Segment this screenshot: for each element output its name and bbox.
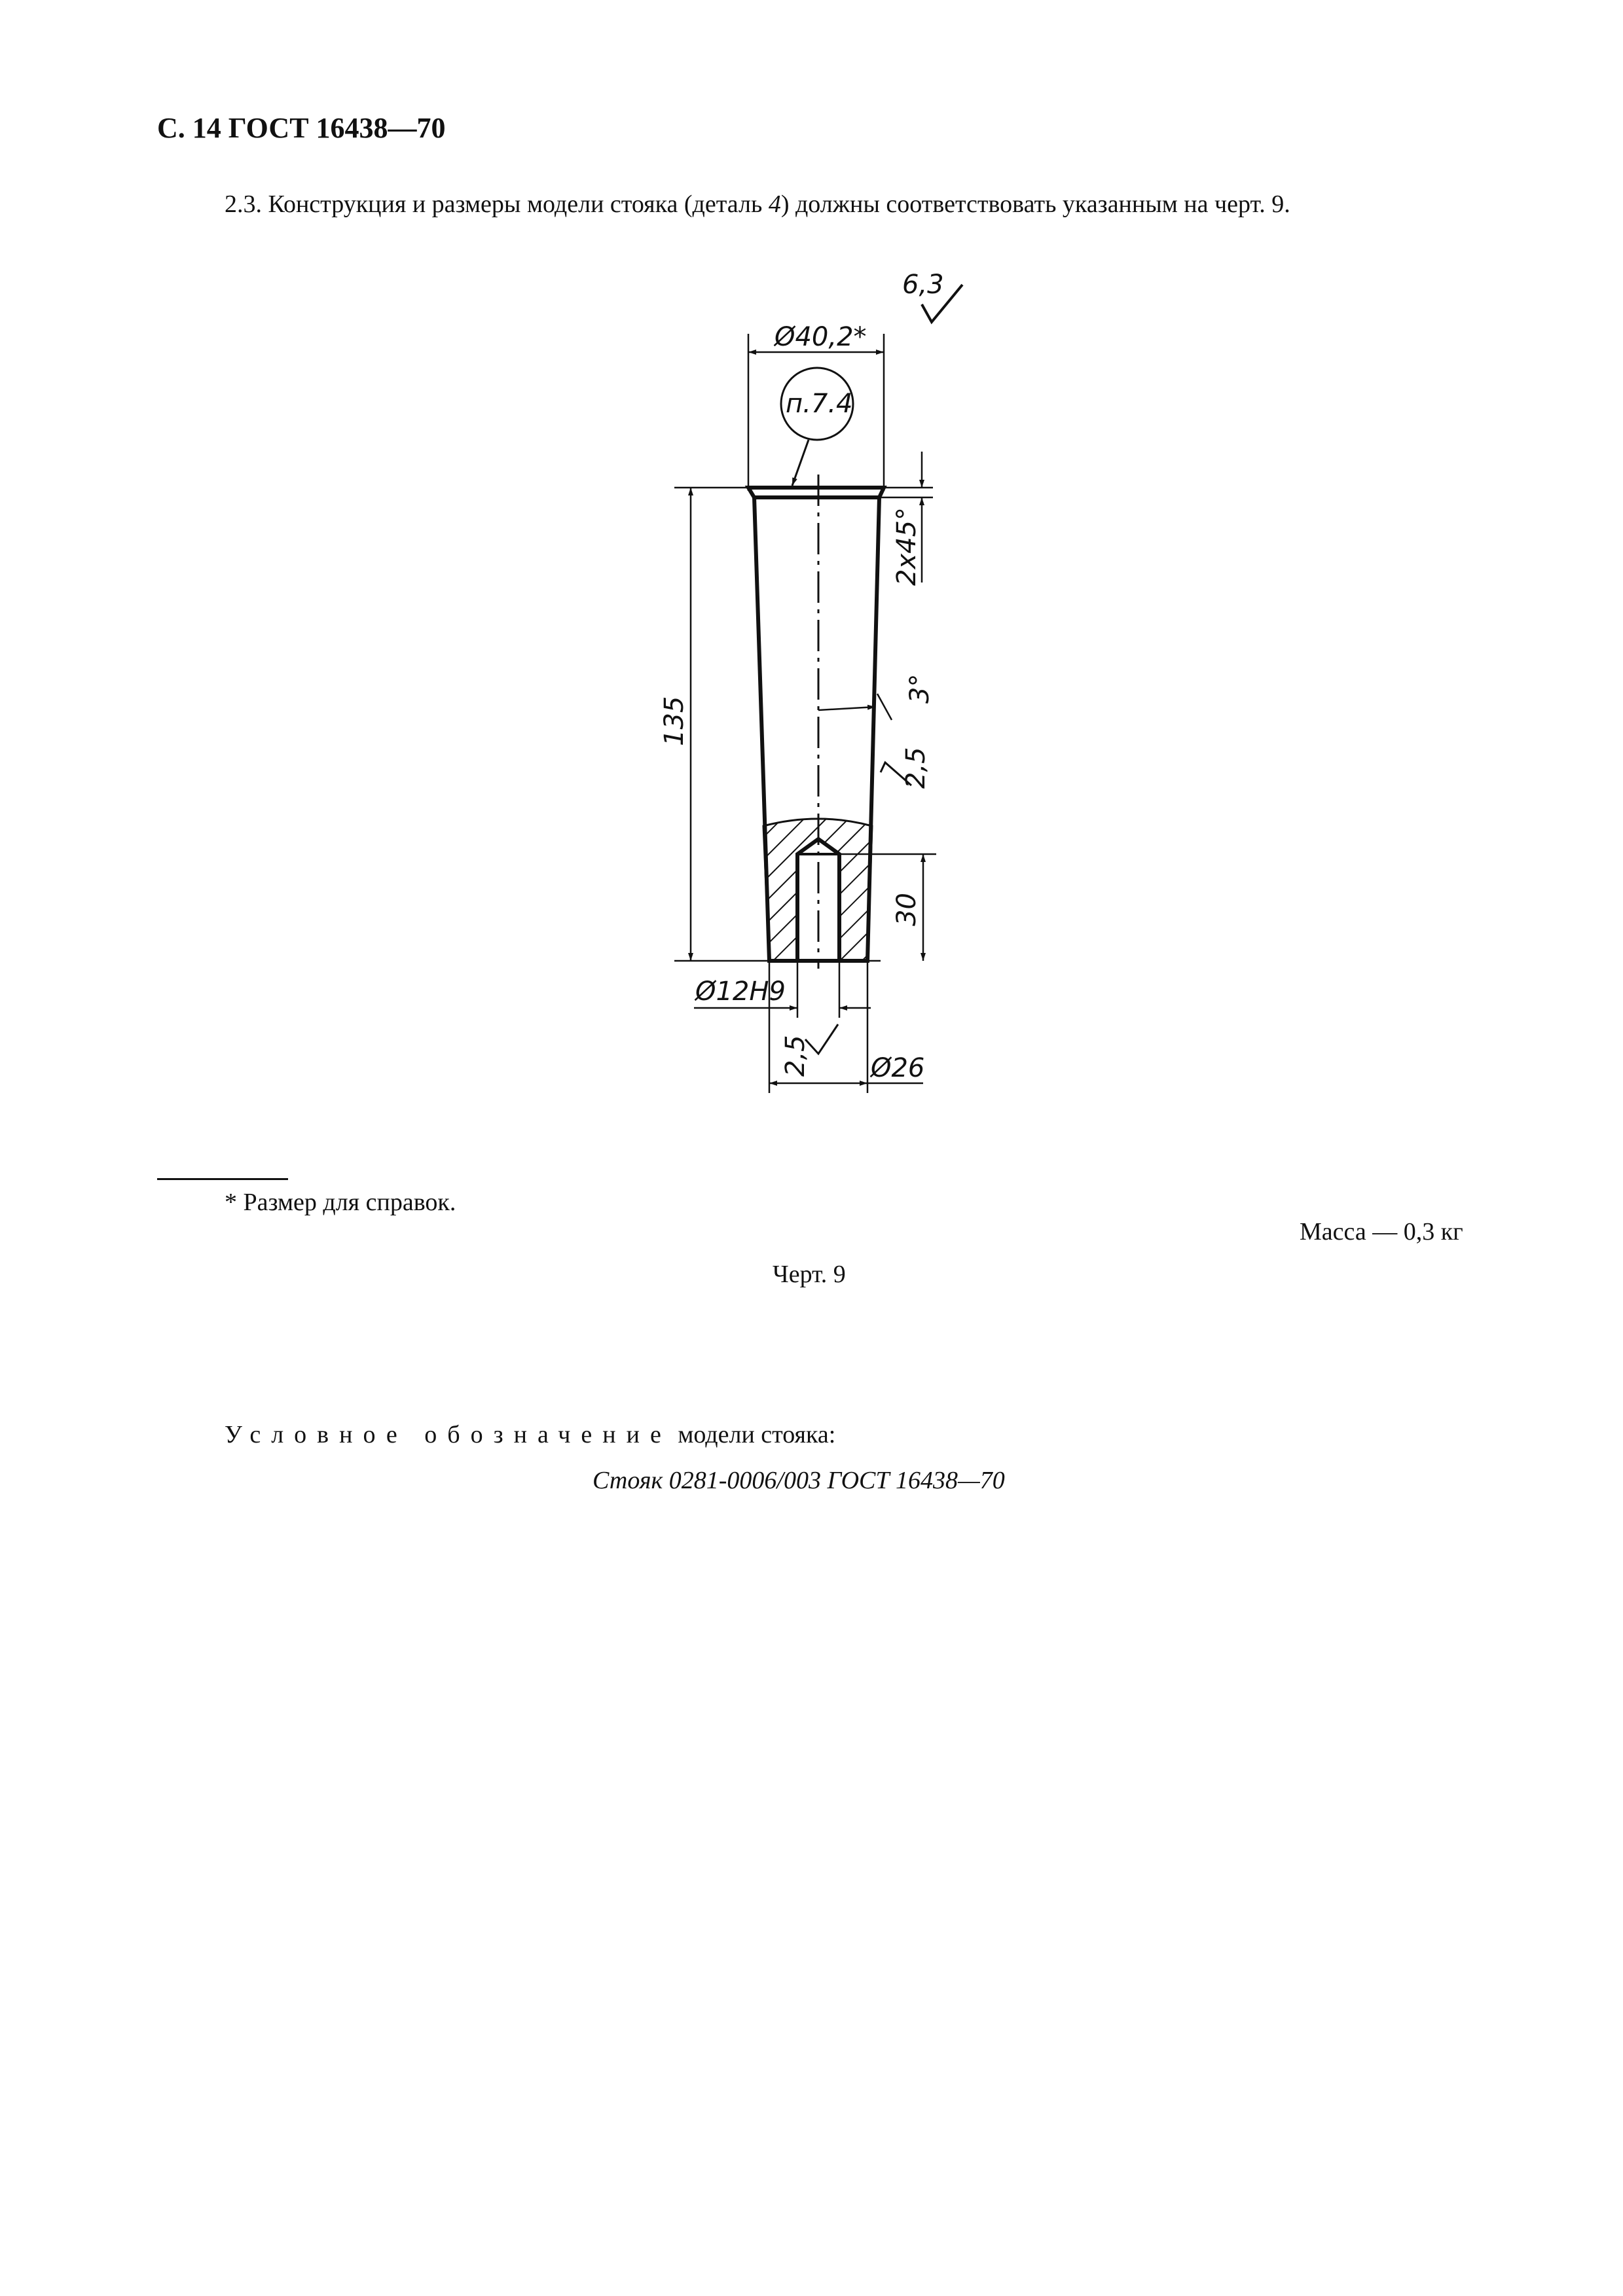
mass-label: Масса — 0,3 кг — [1300, 1218, 1463, 1246]
paragraph-part-number: 4 — [768, 190, 781, 218]
chamfer-label: 2x45° — [892, 507, 922, 586]
part-body — [748, 475, 884, 969]
dimension-taper-angle — [818, 674, 935, 720]
roughness-hole-label: 2,5 — [780, 1035, 811, 1077]
hole-diameter-label: Ø12H9 — [695, 977, 786, 1007]
roughness-symbol-hole — [780, 1024, 838, 1077]
dimension-chamfer — [879, 452, 933, 586]
page-header: С. 14 ГОСТ 16438—70 — [157, 112, 446, 144]
designation-rest-text: модели стояка: — [678, 1421, 836, 1448]
designation-heading — [225, 1420, 835, 1449]
roughness-side-label: 2,5 — [901, 747, 931, 789]
dimension-height — [659, 488, 691, 961]
height-label: 135 — [659, 696, 689, 746]
hole-depth-label: 30 — [892, 893, 922, 926]
drawing-caption: Черт. 9 — [773, 1261, 846, 1288]
footnote: * Размер для справок. — [225, 1189, 456, 1216]
bottom-diameter-label: Ø26 — [871, 1053, 925, 1083]
footnote-divider — [157, 1178, 288, 1180]
note-reference-label: п.7.4 — [786, 389, 853, 419]
taper-angle-label: 3° — [905, 673, 935, 704]
paragraph-text-start: 2.3. Конструкция и размеры модели стояка (деталь — [225, 190, 769, 218]
designation-code: Стояк 0281-0006/003 ГОСТ 16438—70 — [593, 1467, 1005, 1494]
dimension-hole-diameter — [694, 961, 871, 1018]
top-diameter-label: Ø40,2* — [775, 322, 867, 352]
roughness-symbol-general — [902, 270, 962, 322]
roughness-general-label: 6,3 — [902, 270, 944, 300]
roughness-symbol-side — [881, 747, 931, 789]
paragraph-text-end: ) должны соответствовать указанным на черт. 9. — [780, 190, 1290, 218]
designation-spaced-text: Условное обозначение — [225, 1421, 672, 1448]
note-reference — [781, 368, 853, 486]
